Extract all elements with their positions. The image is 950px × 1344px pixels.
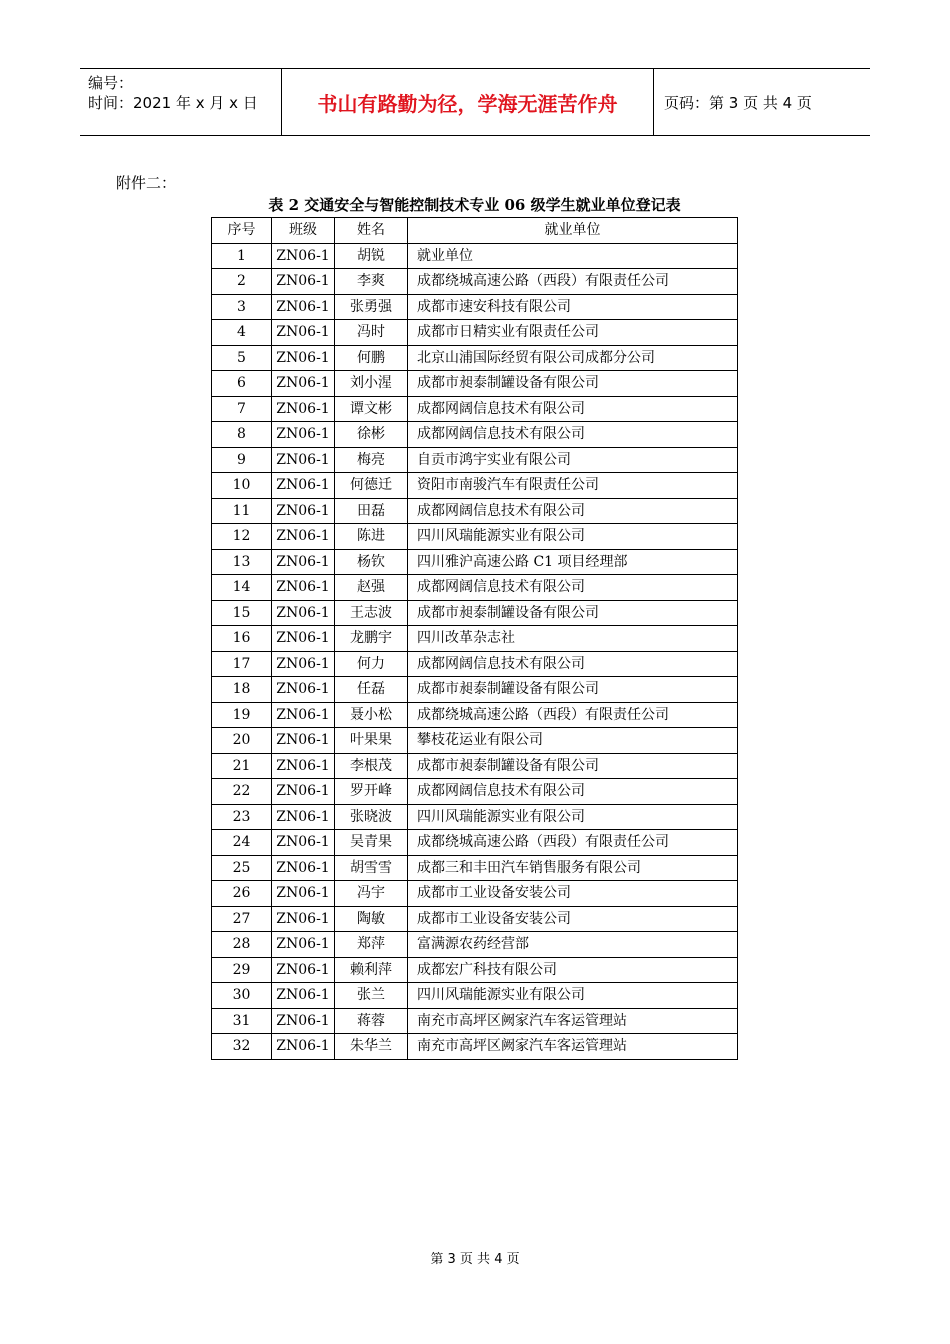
table-title: 表 2 交通安全与智能控制技术专业 06 级学生就业单位登记表 xyxy=(268,196,681,214)
cell-employer: 成都绕城高速公路（西段）有限责任公司 xyxy=(408,830,738,856)
table-row xyxy=(212,524,738,550)
table-row xyxy=(212,294,738,320)
cell-employer: 成都市昶泰制罐设备有限公司 xyxy=(408,600,738,626)
cell-employer: 资阳市南骏汽车有限责任公司 xyxy=(408,473,738,499)
cell-name: 何力 xyxy=(335,651,408,677)
column-header-name: 姓名 xyxy=(335,218,408,244)
cell-class: ZN06-1 xyxy=(272,345,335,371)
cell-name: 李根茂 xyxy=(335,753,408,779)
cell-class: ZN06-1 xyxy=(272,422,335,448)
cell-class: ZN06-1 xyxy=(272,728,335,754)
cell-index: 13 xyxy=(212,549,272,575)
cell-name: 王志波 xyxy=(335,600,408,626)
cell-index: 16 xyxy=(212,626,272,652)
cell-index: 7 xyxy=(212,396,272,422)
cell-index: 10 xyxy=(212,473,272,499)
cell-name: 朱华兰 xyxy=(335,1034,408,1060)
cell-class: ZN06-1 xyxy=(272,906,335,932)
cell-name: 胡锐 xyxy=(335,243,408,269)
cell-class: ZN06-1 xyxy=(272,575,335,601)
cell-employer: 成都绕城高速公路（西段）有限责任公司 xyxy=(408,702,738,728)
page-header xyxy=(80,68,870,136)
cell-class: ZN06-1 xyxy=(272,294,335,320)
cell-class: ZN06-1 xyxy=(272,779,335,805)
cell-index: 28 xyxy=(212,932,272,958)
cell-index: 22 xyxy=(212,779,272,805)
cell-class: ZN06-1 xyxy=(272,753,335,779)
cell-index: 30 xyxy=(212,983,272,1009)
cell-employer: 四川风瑞能源实业有限公司 xyxy=(408,983,738,1009)
cell-employer: 四川雅沪高速公路 C1 项目经理部 xyxy=(408,549,738,575)
attachment-label: 附件二： xyxy=(116,174,177,192)
cell-name: 杨钦 xyxy=(335,549,408,575)
cell-name: 吴青果 xyxy=(335,830,408,856)
cell-class: ZN06-1 xyxy=(272,371,335,397)
cell-employer: 成都三和丰田汽车销售服务有限公司 xyxy=(408,855,738,881)
cell-index: 15 xyxy=(212,600,272,626)
cell-employer: 成都市工业设备安装公司 xyxy=(408,881,738,907)
table-row xyxy=(212,830,738,856)
cell-index: 8 xyxy=(212,422,272,448)
cell-index: 1 xyxy=(212,243,272,269)
cell-name: 胡雪雪 xyxy=(335,855,408,881)
cell-employer: 北京山浦国际经贸有限公司成都分公司 xyxy=(408,345,738,371)
table-row xyxy=(212,396,738,422)
cell-index: 9 xyxy=(212,447,272,473)
cell-employer: 南充市高坪区阙家汽车客运管理站 xyxy=(408,1034,738,1060)
cell-employer: 成都宏广科技有限公司 xyxy=(408,957,738,983)
cell-index: 26 xyxy=(212,881,272,907)
table-row xyxy=(212,855,738,881)
cell-class: ZN06-1 xyxy=(272,957,335,983)
header-page-number: 页码：第 3 页 共 4 页 xyxy=(664,93,812,112)
table-row xyxy=(212,983,738,1009)
table-row xyxy=(212,626,738,652)
cell-employer: 自贡市鸿宇实业有限公司 xyxy=(408,447,738,473)
table-row xyxy=(212,728,738,754)
table-row xyxy=(212,881,738,907)
cell-name: 何鹏 xyxy=(335,345,408,371)
cell-employer: 成都市速安科技有限公司 xyxy=(408,294,738,320)
table-row xyxy=(212,804,738,830)
header-motto: 书山有路勤为径，学海无涯苦作舟 xyxy=(282,69,654,135)
cell-index: 2 xyxy=(212,269,272,295)
cell-name: 张勇强 xyxy=(335,294,408,320)
cell-employer: 成都网阔信息技术有限公司 xyxy=(408,422,738,448)
table-row xyxy=(212,473,738,499)
cell-index: 11 xyxy=(212,498,272,524)
cell-index: 32 xyxy=(212,1034,272,1060)
cell-class: ZN06-1 xyxy=(272,677,335,703)
cell-employer: 成都市昶泰制罐设备有限公司 xyxy=(408,753,738,779)
cell-employer: 南充市高坪区阙家汽车客运管理站 xyxy=(408,1008,738,1034)
cell-employer: 成都市日精实业有限责任公司 xyxy=(408,320,738,346)
cell-name: 赖利萍 xyxy=(335,957,408,983)
cell-class: ZN06-1 xyxy=(272,881,335,907)
cell-index: 25 xyxy=(212,855,272,881)
cell-name: 何德迁 xyxy=(335,473,408,499)
cell-class: ZN06-1 xyxy=(272,1034,335,1060)
cell-name: 田磊 xyxy=(335,498,408,524)
cell-class: ZN06-1 xyxy=(272,855,335,881)
cell-class: ZN06-1 xyxy=(272,600,335,626)
cell-name: 陈进 xyxy=(335,524,408,550)
cell-index: 19 xyxy=(212,702,272,728)
cell-index: 3 xyxy=(212,294,272,320)
cell-name: 张兰 xyxy=(335,983,408,1009)
cell-class: ZN06-1 xyxy=(272,983,335,1009)
cell-name: 冯时 xyxy=(335,320,408,346)
cell-class: ZN06-1 xyxy=(272,498,335,524)
cell-employer: 成都市昶泰制罐设备有限公司 xyxy=(408,677,738,703)
cell-class: ZN06-1 xyxy=(272,320,335,346)
cell-class: ZN06-1 xyxy=(272,830,335,856)
table-row xyxy=(212,957,738,983)
cell-index: 18 xyxy=(212,677,272,703)
cell-index: 14 xyxy=(212,575,272,601)
table-row xyxy=(212,243,738,269)
table-row xyxy=(212,447,738,473)
cell-name: 郑萍 xyxy=(335,932,408,958)
cell-index: 17 xyxy=(212,651,272,677)
cell-name: 陶敏 xyxy=(335,906,408,932)
column-header-class: 班级 xyxy=(272,218,335,244)
cell-name: 罗开峰 xyxy=(335,779,408,805)
cell-index: 6 xyxy=(212,371,272,397)
cell-name: 徐彬 xyxy=(335,422,408,448)
cell-index: 5 xyxy=(212,345,272,371)
cell-class: ZN06-1 xyxy=(272,524,335,550)
table-row xyxy=(212,575,738,601)
cell-class: ZN06-1 xyxy=(272,396,335,422)
table-row xyxy=(212,549,738,575)
cell-index: 21 xyxy=(212,753,272,779)
cell-class: ZN06-1 xyxy=(272,549,335,575)
table-row xyxy=(212,269,738,295)
cell-name: 赵强 xyxy=(335,575,408,601)
cell-name: 梅亮 xyxy=(335,447,408,473)
table-row xyxy=(212,1034,738,1060)
cell-employer: 四川风瑞能源实业有限公司 xyxy=(408,524,738,550)
cell-class: ZN06-1 xyxy=(272,269,335,295)
cell-index: 31 xyxy=(212,1008,272,1034)
cell-employer: 四川改革杂志社 xyxy=(408,626,738,652)
cell-class: ZN06-1 xyxy=(272,932,335,958)
cell-index: 12 xyxy=(212,524,272,550)
table-row xyxy=(212,932,738,958)
table-row xyxy=(212,498,738,524)
cell-employer: 成都网阔信息技术有限公司 xyxy=(408,396,738,422)
cell-employer: 成都绕城高速公路（西段）有限责任公司 xyxy=(408,269,738,295)
employment-table xyxy=(211,217,738,1060)
cell-employer: 四川风瑞能源实业有限公司 xyxy=(408,804,738,830)
page-footer: 第 3 页 共 4 页 xyxy=(430,1252,520,1267)
table-row xyxy=(212,906,738,932)
cell-name: 任磊 xyxy=(335,677,408,703)
cell-name: 李爽 xyxy=(335,269,408,295)
table-row xyxy=(212,320,738,346)
cell-name: 张晓波 xyxy=(335,804,408,830)
cell-class: ZN06-1 xyxy=(272,447,335,473)
cell-name: 刘小湦 xyxy=(335,371,408,397)
cell-name: 谭文彬 xyxy=(335,396,408,422)
cell-name: 蒋蓉 xyxy=(335,1008,408,1034)
table-row xyxy=(212,677,738,703)
table-row xyxy=(212,345,738,371)
table-row xyxy=(212,779,738,805)
cell-index: 29 xyxy=(212,957,272,983)
cell-employer: 成都网阔信息技术有限公司 xyxy=(408,498,738,524)
cell-class: ZN06-1 xyxy=(272,626,335,652)
cell-employer: 攀枝花运业有限公司 xyxy=(408,728,738,754)
cell-name: 聂小松 xyxy=(335,702,408,728)
cell-class: ZN06-1 xyxy=(272,473,335,499)
cell-index: 27 xyxy=(212,906,272,932)
cell-index: 24 xyxy=(212,830,272,856)
cell-employer: 富满源农药经营部 xyxy=(408,932,738,958)
cell-name: 叶果果 xyxy=(335,728,408,754)
cell-class: ZN06-1 xyxy=(272,702,335,728)
cell-employer: 成都网阔信息技术有限公司 xyxy=(408,575,738,601)
cell-class: ZN06-1 xyxy=(272,651,335,677)
cell-class: ZN06-1 xyxy=(272,243,335,269)
cell-name: 龙鹏宇 xyxy=(335,626,408,652)
cell-index: 20 xyxy=(212,728,272,754)
table-header-row xyxy=(212,218,738,244)
cell-employer: 成都网阔信息技术有限公司 xyxy=(408,651,738,677)
cell-name: 冯宇 xyxy=(335,881,408,907)
table-row xyxy=(212,600,738,626)
table-row xyxy=(212,651,738,677)
table-row xyxy=(212,422,738,448)
cell-class: ZN06-1 xyxy=(272,804,335,830)
cell-index: 23 xyxy=(212,804,272,830)
cell-employer: 成都市昶泰制罐设备有限公司 xyxy=(408,371,738,397)
document-time-label: 时间：2021 年 x 月 x 日 xyxy=(88,94,258,112)
column-header-index: 序号 xyxy=(212,218,272,244)
table-row xyxy=(212,753,738,779)
cell-employer: 成都市工业设备安装公司 xyxy=(408,906,738,932)
table-row xyxy=(212,371,738,397)
table-row xyxy=(212,1008,738,1034)
cell-employer: 就业单位 xyxy=(408,243,738,269)
document-number-label: 编号： xyxy=(88,74,134,92)
column-header-employer: 就业单位 xyxy=(408,218,738,244)
header-meta xyxy=(80,69,282,135)
cell-employer: 成都网阔信息技术有限公司 xyxy=(408,779,738,805)
table-row xyxy=(212,702,738,728)
cell-class: ZN06-1 xyxy=(272,1008,335,1034)
cell-index: 4 xyxy=(212,320,272,346)
